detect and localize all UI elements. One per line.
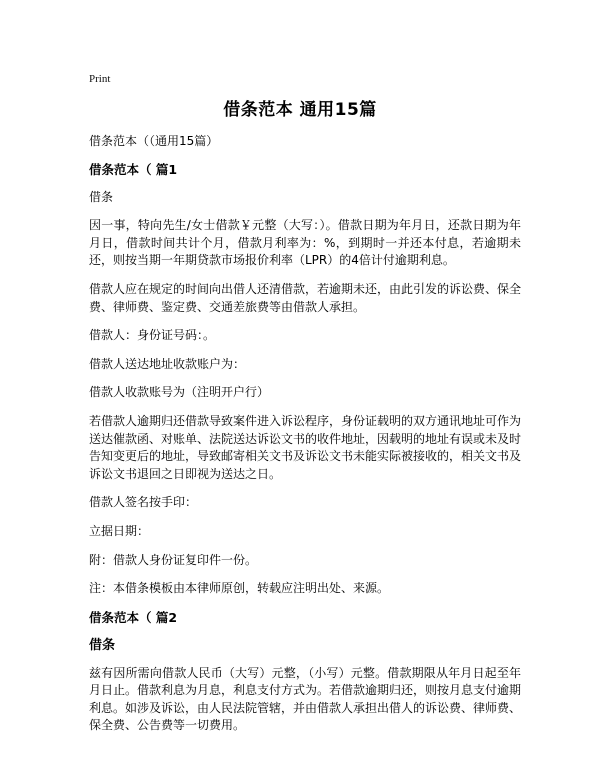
paragraph: 借款人签名按手印： — [89, 495, 198, 510]
page-title: 借条范本 通用15篇 — [223, 100, 377, 120]
print-label: Print — [89, 73, 111, 85]
paragraph: 若借款人逾期归还借款导致案件进入诉讼程序，身份证载明的双方通讯地址可作为送达催款函、对账单、法院送达诉讼文书的收件地址，因载明的地址有误或未及时告知变更后的地址，导致邮寄相关文书及诉讼文书未能实际被接收的，相关文书及诉讼文书退回之日即视为送达之日。 — [89, 413, 522, 481]
section-2-doc-title: 借条 — [89, 637, 116, 653]
document-body — [89, 133, 521, 746]
section-1-doc-title: 借条 — [89, 189, 114, 204]
section-heading-1: 借条范本（ 篇1 — [89, 161, 178, 177]
section-heading-2: 借条范本（ 篇2 — [89, 609, 178, 625]
paragraph: 借款人收款账号为（注明开户行） — [89, 385, 270, 400]
paragraph: 附：借款人身份证复印件一份。 — [89, 552, 258, 567]
paragraph: 兹有因所需向借款人民币（大写）元整，（小写）元整。借款期限从年月日起至年月日止。借款利息为月息，利息支付方式为。若借款逾期归还，则按月息支付逾期利息。如涉及诉讼，由人民法院管辖，并由借款人承担出借人的诉讼费、律师费、保全费、公告费等一切费用。 — [89, 665, 522, 733]
paragraph: 借款人：身份证号码：。 — [89, 328, 216, 343]
paragraph: 借款人应在规定的时间向出借人还清借款，若逾期未还，由此引发的诉讼费、保全费、律师费、鉴定费、交通差旅费等由借款人承担。 — [89, 281, 522, 314]
paragraph: 因一事，特向先生/女士借款￥元整（大写：）。借款日期为年月日，还款日期为年月日，借款时间共计个月，借款月利率为：%，到期时一并还本付息，若逾期未还，则按当期一年期贷款市场报价利率（LPR）的4倍计付逾期利息。 — [89, 218, 521, 268]
document-subtitle: 借条范本（（通用15篇） — [89, 134, 219, 148]
paragraph: 立据日期： — [89, 523, 150, 538]
paragraph: 注：本借条模板由本律师原创，转载应注明出处、来源。 — [89, 581, 390, 596]
paragraph: 借款人送达地址收款账户为： — [89, 356, 246, 371]
